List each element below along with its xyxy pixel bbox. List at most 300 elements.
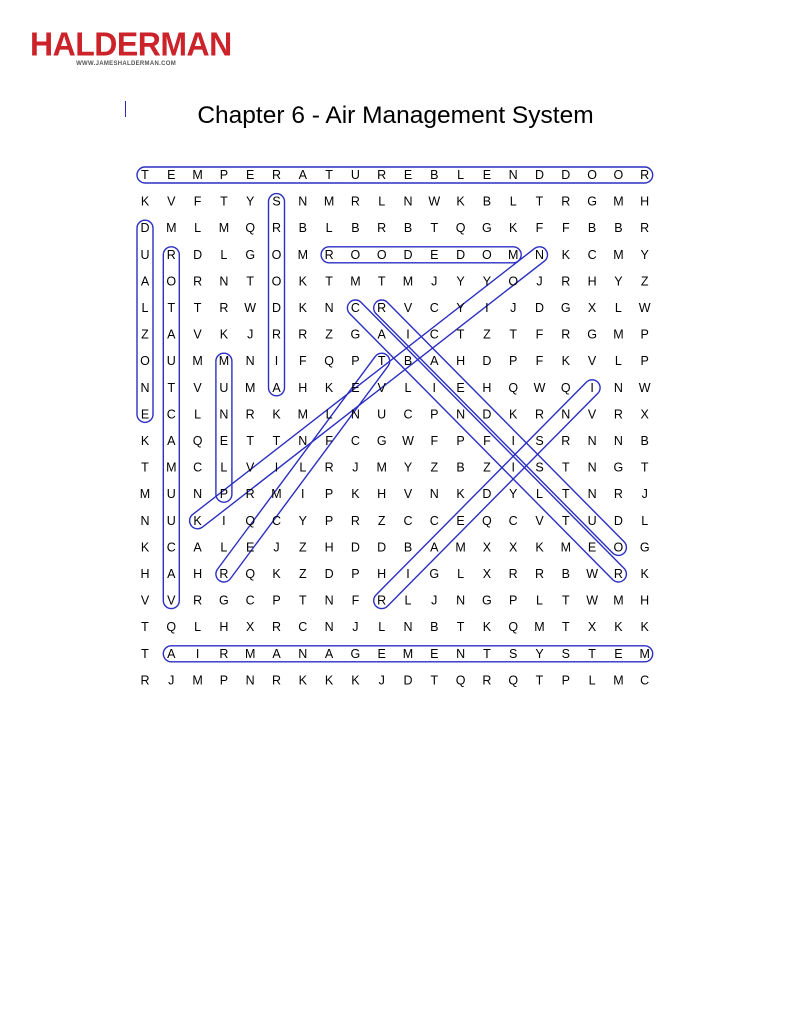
grid-letter: M [218,221,230,236]
grid-letter: B [403,540,413,555]
grid-letter: A [272,380,281,395]
grid-letter: A [430,354,439,369]
grid-letter: O [482,247,492,262]
grid-letter: O [166,274,177,289]
found-word-highlights [137,167,653,662]
grid-letter: L [404,593,412,608]
grid-letter: K [351,673,360,688]
grid-letter: O [140,354,150,369]
grid-letter: M [244,646,256,661]
grid-letter: F [561,221,570,236]
grid-letter: G [482,221,492,236]
grid-letter: N [140,380,150,395]
grid-letter: Q [508,620,519,635]
grid-letter: K [351,487,360,502]
grid-letter: N [324,593,334,608]
grid-letter: F [298,354,307,369]
grid-letter: R [377,593,387,608]
grid-letter: K [614,620,623,635]
grid-letter: V [587,407,597,422]
grid-letter: P [509,354,518,369]
grid-letter: R [640,221,650,236]
grid-letter: K [298,673,307,688]
grid-letter: Z [377,513,386,528]
grid-letter: Y [456,301,465,315]
grid-letter: M [402,646,414,661]
grid-letter: J [431,593,438,608]
grid-letter: G [587,194,597,209]
grid-letter: Z [325,327,333,342]
grid-letter: Y [456,274,465,289]
grid-letter: Q [166,620,177,635]
grid-letter: K [298,274,307,289]
grid-letter: K [640,620,649,635]
grid-letter: Z [298,567,307,581]
grid-letter: H [640,194,650,209]
grid-letter: C [429,513,439,528]
grid-letter: A [193,540,202,555]
grid-letter: T [456,327,465,342]
grid-letter: M [613,673,624,688]
grid-letter: R [350,513,360,528]
grid-letter: M [244,380,256,395]
grid-letter: H [377,567,387,581]
grid-letter: N [140,513,150,528]
grid-letter: K [561,354,570,369]
grid-letter: P [509,593,518,608]
grid-letter: I [590,380,594,395]
grid-letter: R [166,247,176,262]
grid-letter: M [507,247,519,262]
grid-letter: M [613,593,624,608]
grid-letter: L [457,567,465,581]
grid-letter: N [587,434,597,448]
grid-letter: N [613,380,623,395]
grid-letter: I [274,460,279,475]
grid-letter: B [561,567,570,581]
grid-letter: O [271,274,282,289]
grid-letter: T [167,380,176,395]
grid-letter: A [167,567,176,581]
grid-letter: I [195,646,200,661]
grid-letter: U [166,487,176,502]
grid-letter: C [298,620,308,635]
grid-letter: R [193,593,203,608]
grid-letter: T [561,593,570,608]
grid-letter: M [139,487,151,502]
grid-letter: U [350,168,360,182]
grid-letter: A [167,434,176,448]
grid-letter: U [166,354,176,369]
grid-letter: T [561,460,570,475]
grid-letter: T [509,327,518,342]
grid-letter: Q [482,513,492,528]
logo-url: WWW.JAMESHALDERMAN.COM [76,61,176,67]
grid-letter: M [639,646,650,661]
grid-letter: T [535,194,544,209]
grid-letter: B [482,194,492,209]
grid-letter: B [587,221,597,236]
grid-letter: Z [298,540,307,555]
grid-letter: I [406,567,410,581]
grid-letter: S [561,646,570,661]
grid-letter: L [457,168,465,182]
grid-letter: Y [403,460,413,475]
grid-letter: Q [508,673,519,688]
grid-letter: I [222,513,226,528]
grid-letter: U [166,513,176,528]
grid-letter: H [640,593,650,608]
grid-letter: G [219,593,229,608]
grid-letter: G [350,646,361,661]
grid-letter: N [324,620,334,635]
grid-letter: K [561,247,570,262]
grid-letter: K [298,301,307,315]
grid-letter: J [352,620,359,635]
grid-letter: R [377,221,387,236]
grid-letter: R [561,327,571,342]
grid-letter: Q [192,434,203,448]
grid-letter: T [561,513,570,528]
grid-letter: E [456,380,465,395]
grid-letter: O [613,168,624,182]
grid-letter: V [193,327,202,342]
grid-letter: M [376,460,387,475]
grid-letter: L [220,247,228,262]
grid-letter: R [271,673,282,688]
grid-letter: R [534,567,545,581]
logo-text: HALDERMAN [30,24,232,63]
grid-letter: C [350,301,360,315]
grid-letter: R [245,407,255,422]
grid-letter: T [298,593,307,608]
grid-letter: J [168,673,175,688]
grid-letter: W [428,194,441,209]
grid-letter: B [403,221,413,236]
grid-letter: Q [455,673,466,688]
grid-letter: M [613,327,624,342]
grid-letter: E [430,646,439,661]
grid-letter: V [140,593,150,608]
grid-letter: X [482,540,492,555]
grid-letter: D [324,567,334,581]
grid-letter: T [141,620,149,635]
grid-letter: I [274,354,279,369]
grid-letter: P [351,354,360,369]
grid-letter: N [350,407,360,422]
grid-letter: L [641,513,649,528]
grid-letter: L [299,460,307,475]
grid-letter: Y [614,274,623,289]
grid-letter: K [509,221,518,236]
grid-letter: T [141,646,149,661]
grid-letter: Y [640,247,649,262]
grid-letter: W [586,567,599,581]
grid-letter: G [429,567,440,581]
grid-letter: B [298,221,307,236]
grid-letter: N [429,487,439,502]
grid-letter: T [535,673,544,688]
grid-letter: P [219,673,229,688]
grid-letter: R [140,673,150,688]
grid-letter: U [219,380,229,395]
grid-letter: G [587,327,597,342]
grid-letter: P [324,487,334,502]
grid-letter: Z [483,327,491,342]
grid-letter: F [325,434,333,448]
grid-letter: H [140,567,150,581]
grid-letter: G [245,247,256,262]
grid-letter: R [324,460,334,475]
grid-letter: N [587,487,597,502]
grid-letter: L [141,301,149,315]
grid-letter: W [586,593,599,608]
grid-letter: R [561,194,571,209]
grid-letter: N [298,434,308,448]
grid-letter: Q [324,354,334,369]
grid-letter: Q [245,513,256,528]
grid-letter: M [323,194,335,209]
grid-letter: T [193,301,202,315]
grid-letter: E [140,407,150,422]
grid-letter: K [482,620,492,635]
grid-letter: J [536,274,543,289]
grid-letter: N [193,487,203,502]
grid-letter: P [640,354,649,369]
grid-letter: N [219,407,229,422]
grid-letter: M [613,194,624,209]
grid-letter: Y [535,646,544,661]
grid-letter: N [508,168,518,182]
grid-letter: T [588,646,596,661]
grid-letter: N [561,407,571,422]
grid-letter: F [535,327,544,342]
grid-letter: F [430,434,439,448]
word-highlight [137,167,653,183]
grid-letter: U [587,513,597,528]
grid-letter: D [482,487,492,502]
grid-letter: M [350,274,361,289]
grid-letter: J [247,327,254,342]
grid-letter: N [403,194,413,209]
grid-letter: C [166,540,176,555]
grid-letter: K [324,673,334,688]
grid-letter: D [613,513,623,528]
grid-letter: C [193,460,203,475]
grid-letter: A [167,646,176,661]
grid-letter: P [272,593,281,608]
grid-letter: T [325,274,333,289]
grid-letter: D [534,168,545,182]
grid-letter: L [194,221,202,236]
grid-letter: H [219,620,229,635]
grid-letter: Z [430,460,439,475]
grid-letter: T [141,460,149,475]
grid-letter: T [167,301,176,315]
grid-letter: T [220,194,228,209]
grid-letter: A [377,327,386,342]
grid-letter: N [587,460,597,475]
grid-letter: H [456,354,466,369]
grid-letter: G [376,434,387,448]
grid-letter: D [403,247,413,262]
word-highlight [186,244,550,532]
grid-letter: P [640,327,649,342]
grid-letter: F [535,354,544,369]
grid-letter: F [483,434,491,448]
grid-letter: B [640,434,649,448]
grid-letter: U [140,247,150,262]
grid-letter: W [244,301,257,315]
grid-letter: W [638,380,651,395]
grid-letter: S [509,646,518,661]
grid-letter: L [404,380,412,395]
grid-letter: K [140,540,150,555]
grid-letter: M [218,354,230,369]
grid-letter: T [561,620,570,635]
grid-letter: R [350,194,360,209]
grid-letter: C [429,327,439,342]
grid-letter: H [324,540,334,555]
grid-letter: G [350,327,361,342]
grid-letter: A [298,168,307,182]
grid-letter: R [640,168,650,182]
grid-letter: D [271,301,282,315]
grid-letter: F [535,221,544,236]
grid-letter: V [403,301,413,315]
grid-letter: E [246,540,255,555]
grid-letter: T [377,354,386,369]
grid-letter: R [271,221,282,236]
grid-letter: C [245,593,255,608]
grid-letter: R [377,301,387,315]
grid-letter: Y [482,274,492,289]
grid-letter: L [588,673,596,688]
grid-letter: D [482,354,492,369]
grid-letter: T [246,434,255,448]
grid-letter: A [430,540,439,555]
grid-letter: M [560,540,572,555]
grid-letter: E [587,540,597,555]
grid-letter: N [613,434,623,448]
grid-letter: V [193,380,202,395]
grid-letter: M [297,247,309,262]
grid-letter: N [456,407,466,422]
grid-letter: U [377,407,387,422]
grid-letter: P [351,567,360,581]
grid-letter: I [511,460,515,475]
grid-letter: W [638,301,651,315]
grid-letter: V [167,593,176,608]
grid-letter: T [272,434,281,448]
grid-letter: D [140,221,150,236]
grid-letter: K [456,487,465,502]
grid-letter: V [246,460,255,475]
grid-letter: E [430,247,439,262]
grid-letter: C [403,513,413,528]
grid-letter: H [377,487,387,502]
grid-letter: C [429,301,439,315]
grid-letter: L [325,407,333,422]
grid-letter: A [167,327,176,342]
grid-letter: D [193,247,203,262]
grid-letter: J [352,460,359,475]
grid-letter: H [193,567,203,581]
grid-letter: P [430,407,439,422]
grid-letter: Z [141,327,149,342]
grid-letter: R [534,407,545,422]
grid-letter: K [219,327,229,342]
grid-letter: Z [640,274,649,289]
grid-letter: R [613,487,623,502]
grid-letter: O [587,168,597,182]
grid-letter: S [535,460,544,475]
grid-letter: H [482,380,492,395]
grid-letter: H [587,274,597,289]
grid-letter: E [403,168,413,182]
grid-letter: Q [245,567,256,581]
grid-letter: M [166,460,177,475]
grid-letter: R [219,301,229,315]
grid-letter: P [456,434,465,448]
grid-letter: P [324,513,334,528]
grid-letter: L [614,354,622,369]
grid-letter: M [192,673,203,688]
grid-letter: K [535,540,544,555]
grid-letter: R [271,620,282,635]
grid-letter: T [456,620,465,635]
grid-letter: R [561,274,571,289]
grid-letter: R [245,487,255,502]
grid-letter: D [534,301,545,315]
grid-letter: V [403,487,413,502]
grid-letter: D [403,673,413,688]
grid-letter: A [272,646,281,661]
grid-letter: M [192,354,203,369]
grid-letter: B [456,460,465,475]
grid-letter: Q [508,380,519,395]
grid-letter: L [614,301,622,315]
grid-letter: R [219,567,229,581]
grid-letter: N [456,593,466,608]
grid-letter: E [167,168,176,182]
grid-letter: M [192,168,203,182]
grid-letter: J [378,673,385,688]
grid-letter: E [614,646,623,661]
grid-letter: J [273,540,280,555]
grid-letter: D [456,247,466,262]
grid-letter: Y [509,487,518,502]
grid-letter: P [561,673,570,688]
grid-letter: X [640,407,649,422]
grid-letter: L [220,540,228,555]
grid-letter: K [193,513,202,528]
grid-letter: O [350,247,361,262]
grid-letter: Z [483,460,491,475]
grid-letter: I [485,301,489,315]
grid-letter: L [536,487,543,502]
grid-letter: D [561,168,571,182]
grid-letter: N [534,247,545,262]
word-highlight [216,353,232,502]
grid-letter: T [141,168,149,182]
grid-letter: J [510,301,517,315]
grid-letter: M [455,540,466,555]
grid-letter: C [640,673,650,688]
grid-letter: C [271,513,282,528]
grid-letter: T [377,274,386,289]
grid-letter: K [272,407,281,422]
